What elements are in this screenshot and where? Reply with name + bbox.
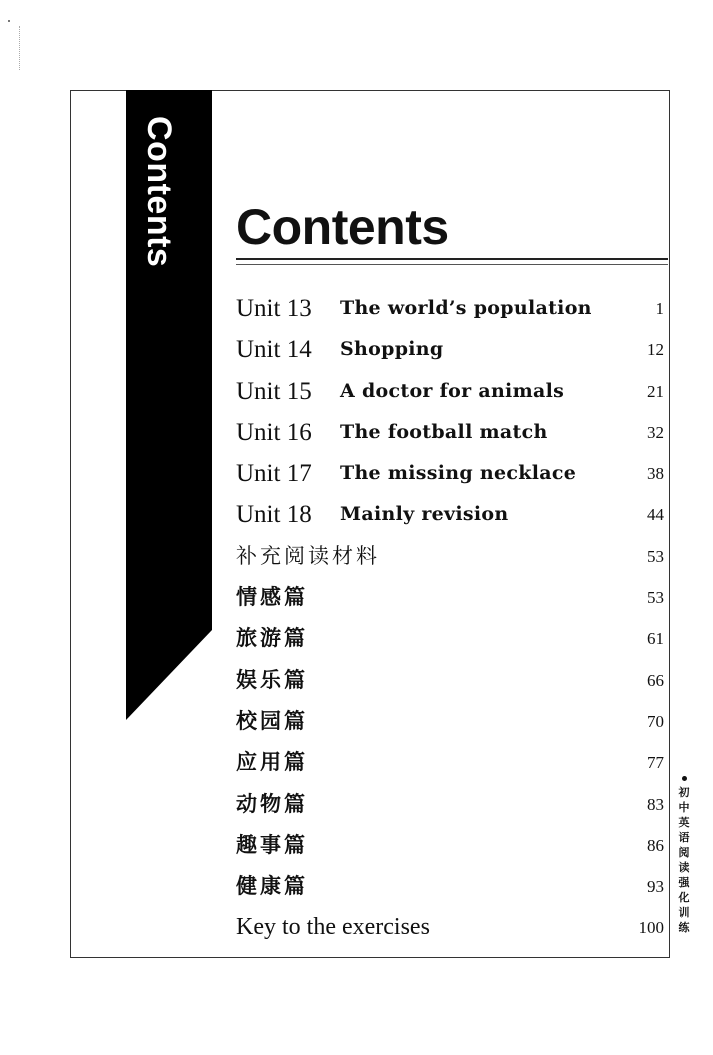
toc-section-title: 应用篇 (236, 750, 308, 775)
toc-row-section[interactable] (236, 701, 664, 742)
toc-page: 61 (647, 629, 664, 649)
toc-row-section[interactable] (236, 866, 664, 907)
table-of-contents (236, 288, 664, 949)
toc-section-title: 娱乐篇 (236, 667, 308, 692)
toc-row-section[interactable] (236, 825, 664, 866)
toc-section-title: 健康篇 (236, 874, 308, 899)
toc-unit: Unit 17 (236, 460, 312, 488)
toc-title: The missing necklace (340, 462, 577, 485)
toc-page: 83 (647, 794, 664, 814)
spine-char: 读 (678, 861, 690, 874)
side-banner-label-wrap (126, 90, 182, 350)
spine-char: 强 (678, 876, 690, 889)
spine-char: 化 (678, 891, 690, 904)
title-rule-thin (236, 264, 668, 265)
toc-section-title: 校园篇 (236, 708, 308, 733)
toc-section-title: 动物篇 (236, 791, 308, 816)
toc-unit: Unit 18 (236, 501, 312, 529)
spine-char: 中 (678, 801, 690, 814)
toc-row-supplement[interactable] (236, 536, 664, 577)
toc-row-unit-16[interactable] (236, 412, 664, 453)
toc-title: The football match (340, 420, 548, 443)
toc-key-title: Key to the exercises (236, 914, 430, 941)
toc-page: 38 (647, 464, 664, 484)
toc-supplement-title: 补充阅读材料 (236, 543, 380, 568)
toc-page: 53 (647, 546, 664, 566)
toc-row-unit-13[interactable] (236, 288, 664, 329)
toc-row-unit-18[interactable] (236, 494, 664, 535)
spine-char: 语 (678, 831, 690, 844)
title-rule-thick (236, 258, 668, 260)
toc-unit: Unit 13 (236, 295, 312, 322)
toc-row-section[interactable] (236, 660, 664, 701)
toc-page: 66 (647, 670, 664, 690)
side-banner-label: Contents (140, 116, 178, 268)
toc-title: Shopping (340, 338, 444, 361)
toc-row-unit-17[interactable] (236, 453, 664, 494)
toc-title: A doctor for animals (340, 379, 565, 402)
toc-row-unit-14[interactable] (236, 329, 664, 370)
spine-char: 阅 (678, 846, 690, 859)
toc-page: 86 (647, 835, 664, 855)
spine-char: 初 (678, 786, 690, 799)
toc-unit: Unit 16 (236, 418, 312, 446)
scan-mark (19, 26, 21, 70)
toc-page: 32 (647, 422, 664, 442)
toc-page: 21 (647, 381, 664, 401)
toc-row-section[interactable] (236, 742, 664, 783)
toc-title: Mainly revision (340, 503, 509, 526)
scan-speck (8, 20, 10, 22)
toc-section-title: 趣事篇 (236, 832, 308, 857)
toc-row-section[interactable] (236, 784, 664, 825)
toc-unit: Unit 15 (236, 377, 312, 405)
toc-unit: Unit 14 (236, 336, 312, 364)
toc-page: 44 (647, 505, 664, 525)
toc-row-unit-15[interactable] (236, 371, 664, 412)
toc-row-key[interactable] (236, 907, 664, 948)
toc-page: 1 (655, 299, 664, 318)
spine-dot (682, 776, 687, 781)
toc-page: 70 (647, 711, 664, 731)
spine-char: 练 (678, 921, 690, 934)
spine-char: 英 (678, 816, 690, 829)
toc-page: 93 (647, 877, 664, 897)
toc-title: The world’s population (340, 297, 592, 319)
toc-section-title: 旅游篇 (236, 626, 308, 651)
toc-page: 53 (647, 588, 664, 608)
toc-row-section[interactable] (236, 618, 664, 659)
toc-page: 12 (647, 340, 664, 360)
toc-page: 77 (647, 753, 664, 773)
toc-section-title: 情感篇 (236, 585, 308, 610)
page-title: Contents (236, 199, 449, 255)
toc-row-section[interactable] (236, 577, 664, 618)
spine-label (676, 776, 692, 935)
toc-page: 100 (638, 918, 664, 938)
spine-char: 训 (678, 906, 690, 919)
